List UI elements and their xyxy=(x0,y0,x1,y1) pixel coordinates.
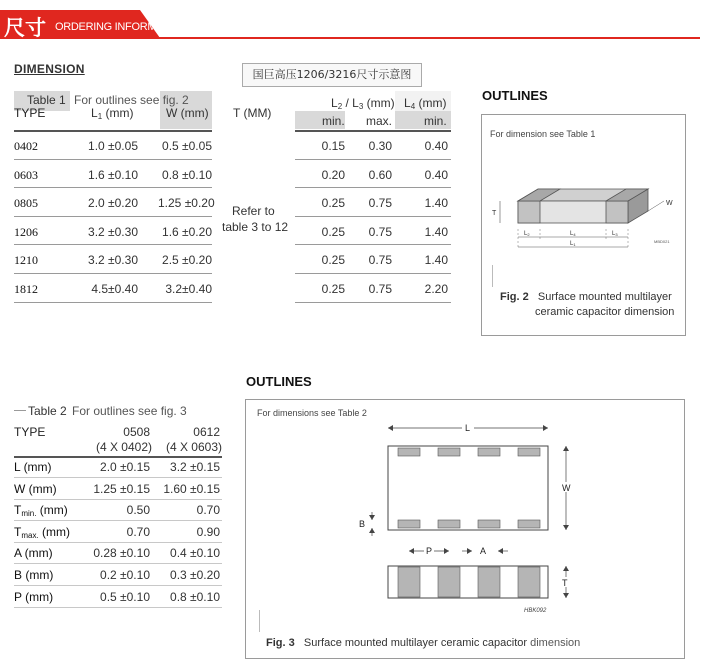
t1-cell-l23min: 0.20 xyxy=(321,167,345,182)
t1-cell-l4min: 1.40 xyxy=(424,253,448,267)
table-row-rule xyxy=(14,585,222,586)
t2-cell-b: 0.3 ±0.20 xyxy=(170,568,220,582)
banner-en-title: ORDERING INFORM xyxy=(55,21,157,33)
t1-cell-type: 0402 xyxy=(14,139,38,153)
t2-cell-b: 1.60 ±0.15 xyxy=(163,481,220,496)
table-row-rule xyxy=(14,159,212,160)
t1-cell-l1: 1.6 ±0.10 xyxy=(88,167,138,182)
outlines-title-2: OUTLINES xyxy=(246,374,312,389)
t1-cell-l23max: 0.30 xyxy=(368,139,392,153)
outlines-title-1: OUTLINES xyxy=(482,88,548,103)
fig2-dim-w: W xyxy=(666,200,673,207)
table-row-rule xyxy=(14,244,212,245)
t1-cell-l1: 2.0 ±0.20 xyxy=(88,196,138,210)
fig3-drawing-code: HBK092 xyxy=(524,608,547,614)
t1-cell-l23max: 0.75 xyxy=(368,281,392,296)
fig3-dim-t: T xyxy=(562,578,568,588)
table-row-rule xyxy=(295,187,451,188)
t2-label-rule xyxy=(14,410,26,411)
t2-cell-a: 2.0 ±0.15 xyxy=(100,460,150,474)
fig3-caption: Fig. 3 Surface mounted multilayer ceramic capacitor dimension xyxy=(266,637,581,649)
t2-row-name: $T_{max.}$ (mm) xyxy=(14,524,71,540)
table-row-rule xyxy=(14,130,212,132)
t1-cell-l23max: 0.60 xyxy=(368,167,392,182)
fig2-dim-l3: L3 xyxy=(612,231,618,237)
t1-cell-l4min: 0.40 xyxy=(424,139,448,153)
t1-col-l23: $L_2 / L_3$ (mm) xyxy=(331,96,395,111)
t1-cell-w: 2.5 ±0.20 xyxy=(162,253,212,267)
fig3-corner-mark xyxy=(259,610,260,632)
t2-col-type: TYPE xyxy=(14,425,46,439)
t1-label: Table 1 xyxy=(27,93,66,107)
t1-cell-l23max: 0.75 xyxy=(368,224,392,239)
t2-cell-a: 0.70 xyxy=(126,524,150,539)
t2-row-name: A (mm) xyxy=(14,546,53,561)
t2-label: Table 2 xyxy=(28,404,67,418)
t1-col-w: W (mm) xyxy=(166,106,209,120)
fig2-dim-l4: L4 xyxy=(570,231,576,237)
fig3-drawing xyxy=(346,418,586,618)
table-bottom-rule xyxy=(14,302,212,303)
t2-cell-a: 1.25 ±0.15 xyxy=(93,481,150,496)
table-row-rule xyxy=(14,499,222,500)
table-row-rule xyxy=(295,273,451,274)
t2-header-rule xyxy=(14,456,222,458)
t1-cell-l23min: 0.25 xyxy=(321,253,345,267)
t1-cell-l4min: 0.40 xyxy=(424,167,448,182)
table-row-rule xyxy=(295,159,451,160)
t1-sub-min2: min. xyxy=(424,114,447,128)
t1-cell-type: 0805 xyxy=(14,196,38,210)
t2-row-name: L (mm) xyxy=(14,460,52,474)
t2-col-a: 0508 xyxy=(123,425,150,439)
t1-refer-line2: table 3 to 12 xyxy=(222,220,289,234)
t1-cell-l1: 4.5±0.40 xyxy=(91,281,138,296)
table-bottom-rule xyxy=(295,302,451,303)
t2-cell-b: 0.70 xyxy=(196,503,220,518)
fig2-dim-l1: L1 xyxy=(570,241,576,247)
t1-cell-l1: 3.2 ±0.30 xyxy=(88,224,138,239)
t1-cell-w: 0.8 ±0.10 xyxy=(162,167,212,182)
t2-cell-b: 0.8 ±0.10 xyxy=(170,589,220,604)
fig2-drawing-code: MBD021 xyxy=(654,239,670,244)
t1-cell-l23min: 0.25 xyxy=(321,281,345,296)
fig3-dim-b: B xyxy=(359,519,366,529)
table-row-rule xyxy=(295,216,451,217)
t1-cell-l23max: 0.75 xyxy=(368,196,392,210)
t1-caption: For outlines see fig. 2 xyxy=(74,93,189,107)
t1-cell-type: 1812 xyxy=(14,281,38,296)
t1-cell-w: 1.6 ±0.20 xyxy=(162,224,212,239)
fig2-corner-mark xyxy=(492,265,493,287)
t1-cell-type: 1210 xyxy=(14,253,38,267)
table-row-rule xyxy=(14,563,222,564)
t1-cell-l1: 1.0 ±0.05 xyxy=(88,139,138,153)
t1-col-t: T (MM) xyxy=(233,106,272,120)
t1-cell-w: 0.5 ±0.05 xyxy=(162,139,212,153)
fig3-box xyxy=(245,399,685,659)
table-row-rule xyxy=(14,187,212,188)
t1-cell-l4min: 1.40 xyxy=(424,196,448,210)
t2-col-b-sub: (4 X 0603) xyxy=(165,440,222,454)
table-row-rule xyxy=(14,216,212,217)
fig3-dim-w: W xyxy=(562,483,571,493)
t1-cell-l23min: 0.25 xyxy=(321,224,345,239)
fig2-dim-l2: L2 xyxy=(524,231,530,237)
fig2-caption: Fig. 2 Surface mounted multilayer ceramic capacitor dimension xyxy=(500,291,675,318)
t1-refer-line1: Refer to xyxy=(232,204,275,218)
table-row-rule xyxy=(14,273,212,274)
table-row-rule xyxy=(14,520,222,521)
t1-cell-l23max: 0.75 xyxy=(368,253,392,267)
t1-sub-max: max. xyxy=(366,114,393,128)
t1-cell-l23min: 0.25 xyxy=(321,196,345,210)
image-tooltip: 国巨高压1206/3216尺寸示意图 xyxy=(242,63,422,87)
t1-cell-l4min: 1.40 xyxy=(424,224,448,239)
t2-cell-b: 0.90 xyxy=(196,524,220,539)
fig2-dim-t: T xyxy=(492,210,497,217)
fig3-dim-l: L xyxy=(465,423,471,433)
t1-cell-l23min: 0.15 xyxy=(321,139,345,153)
t2-col-a-sub: (4 X 0402) xyxy=(95,440,152,454)
t2-row-name: B (mm) xyxy=(14,568,54,582)
t1-cell-l1: 3.2 ±0.30 xyxy=(88,253,138,267)
t2-cell-a: 0.5 ±0.10 xyxy=(100,589,150,604)
t2-row-name: P (mm) xyxy=(14,589,54,604)
t1-col-type: TYPE xyxy=(14,106,46,120)
fig3-dim-a: A xyxy=(480,546,487,556)
t1-cell-type: 0603 xyxy=(14,167,38,182)
t2-caption: For outlines see fig. 3 xyxy=(72,404,187,418)
t1-col-l4: $L_4$ (mm) xyxy=(404,96,447,111)
t2-cell-b: 0.4 ±0.10 xyxy=(170,546,220,561)
banner-red-line xyxy=(0,37,700,39)
t2-row-name: $T_{min.}$ (mm) xyxy=(14,503,68,519)
t2-cell-b: 3.2 ±0.15 xyxy=(170,460,220,474)
header-banner xyxy=(0,10,711,40)
fig2-box xyxy=(481,114,686,336)
dimension-title: DIMENSION xyxy=(14,62,85,76)
t2-cell-a: 0.50 xyxy=(126,503,150,518)
t2-col-b: 0612 xyxy=(193,425,220,439)
t2-cell-a: 0.2 ±0.10 xyxy=(100,568,150,582)
fig3-note: For dimensions see Table 2 xyxy=(257,408,367,418)
t1-col-l1: $L_1$ (mm) xyxy=(91,106,134,121)
t1-sub-min: min. xyxy=(322,114,345,128)
t1-cell-w: 3.2±0.40 xyxy=(165,281,212,296)
fig3-dim-p: P xyxy=(426,546,433,556)
t2-row-name: W (mm) xyxy=(14,481,57,496)
fig2-note: For dimension see Table 1 xyxy=(490,129,596,139)
t1-cell-w: 1.25 ±0.20 xyxy=(158,196,215,210)
t1-cell-type: 1206 xyxy=(14,224,38,239)
table-row-rule xyxy=(295,244,451,245)
fig2-drawing xyxy=(488,171,684,261)
banner-cn-title: 尺寸 xyxy=(4,16,46,40)
t2-cell-a: 0.28 ±0.10 xyxy=(93,546,150,561)
table-row-rule xyxy=(14,607,222,608)
table-row-rule xyxy=(14,542,222,543)
table-row-rule xyxy=(14,477,222,478)
t1-cell-l4min: 2.20 xyxy=(424,281,448,296)
table-row-rule xyxy=(295,130,451,132)
